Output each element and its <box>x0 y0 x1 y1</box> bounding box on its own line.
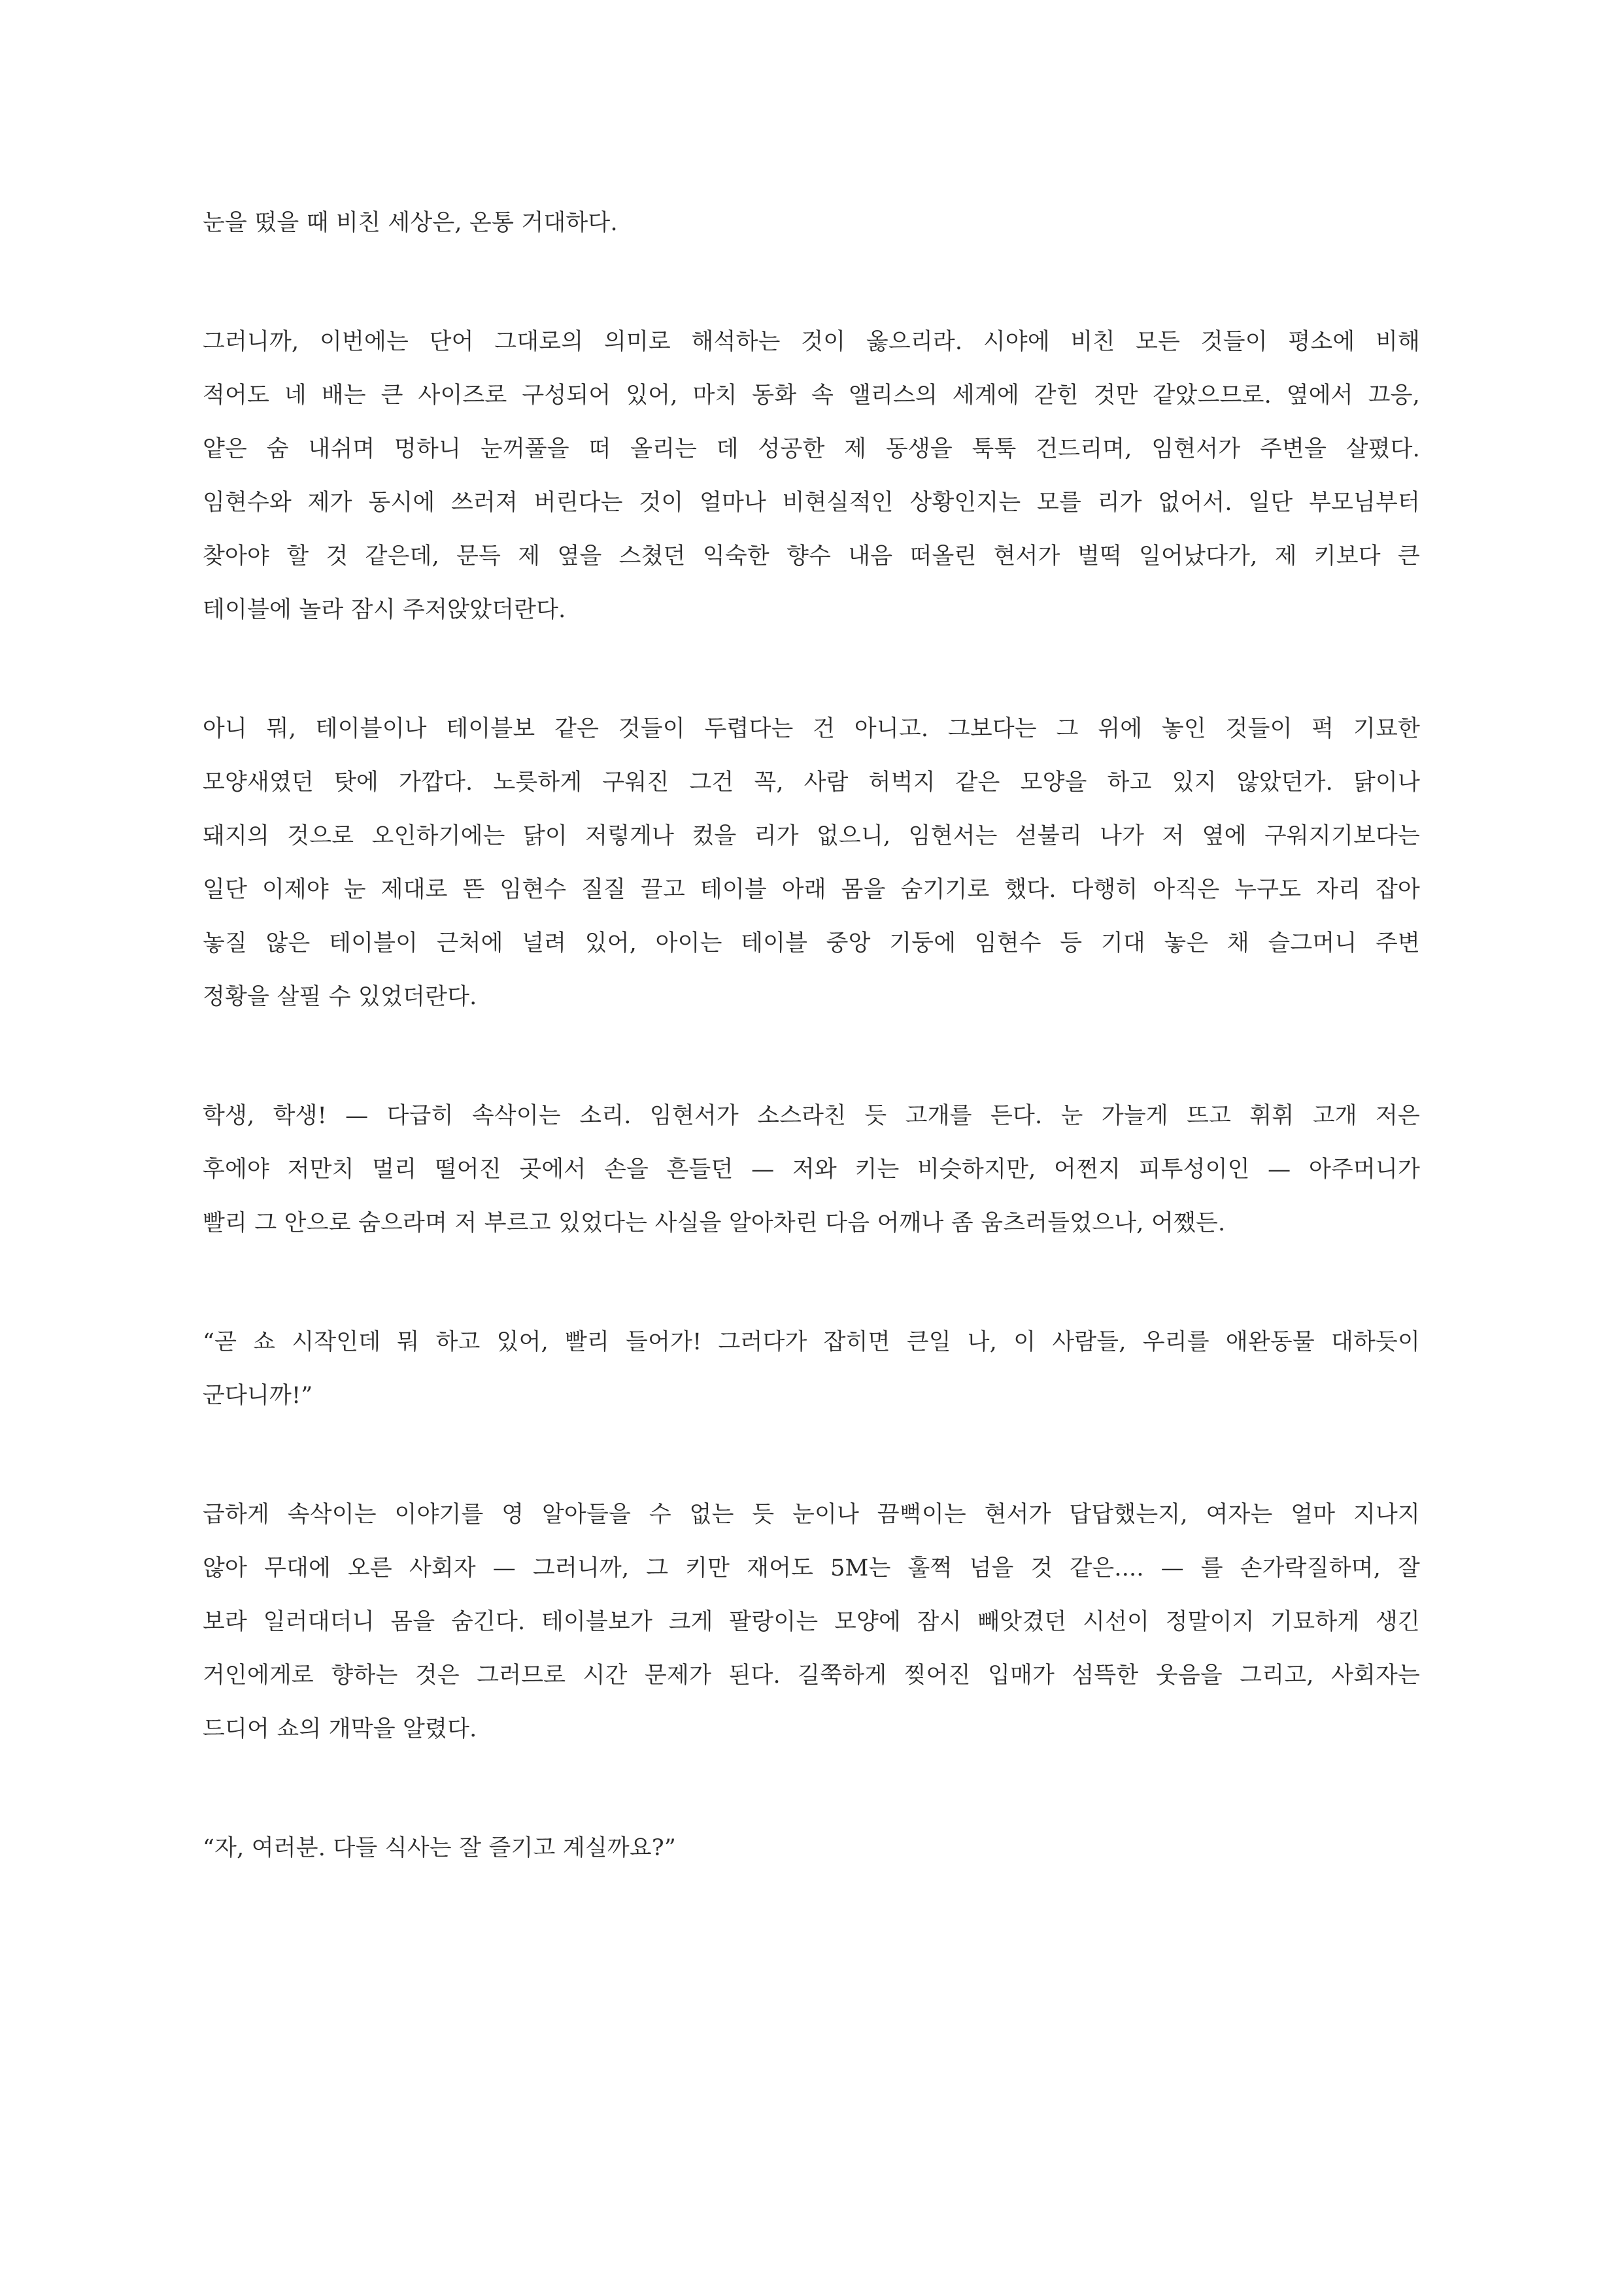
paragraph-line: 후에야 저만치 멀리 떨어진 곳에서 손을 흔들던 — 저와 키는 비슷하지만, 어쩐지 피투성이인 — 아주머니가 <box>203 1156 1420 1183</box>
paragraph-line: 눈을 떴을 때 비친 세상은, 온통 거대하다. <box>203 210 618 236</box>
paragraph-line: 학생, 학생! — 다급히 속삭이는 소리. 임현서가 소스라친 듯 고개를 든다. 눈 가늘게 뜨고 휘휘 고개 저은 <box>203 1103 1420 1129</box>
paragraph-line: 빨리 그 안으로 숨으라며 저 부르고 있었다는 사실을 알아차린 다음 어깨나 좀 움츠러들었으나, 어쨌든. <box>203 1210 1226 1236</box>
paragraph-1 <box>203 196 1420 250</box>
paragraph-line: 않아 무대에 오른 사회자 — 그러니까, 그 키만 재어도 5M는 훌쩍 넘을 것 같은.... — 를 손가락질하며, 잘 <box>203 1555 1420 1581</box>
paragraph-3 <box>203 702 1420 1024</box>
paragraph-line: 그러니까, 이번에는 단어 그대로의 의미로 해석하는 것이 옳으리라. 시야에 비친 모든 것들이 평소에 비해 <box>203 329 1420 355</box>
paragraph-7 <box>203 1821 1420 1875</box>
paragraph-4 <box>203 1089 1420 1250</box>
paragraph-line: 드디어 쇼의 개막을 알렸다. <box>203 1716 477 1742</box>
paragraph-line: 급하게 속삭이는 이야기를 영 알아들을 수 없는 듯 눈이나 끔뻑이는 현서가 답답했는지, 여자는 얼마 지나지 <box>203 1502 1420 1528</box>
paragraph-line: “곧 쇼 시작인데 뭐 하고 있어, 빨리 들어가! 그러다가 잡히면 큰일 나, 이 사람들, 우리를 애완동물 대하듯이 <box>203 1329 1420 1355</box>
paragraph-line: “자, 여러분. 다들 식사는 잘 즐기고 계실까요?” <box>203 1835 676 1861</box>
paragraph-line: 정황을 살필 수 있었더란다. <box>203 984 477 1010</box>
paragraph-line: 테이블에 놀라 잠시 주저앉았더란다. <box>203 597 566 623</box>
paragraph-line: 놓질 않은 테이블이 근처에 널려 있어, 아이는 테이블 중앙 기둥에 임현수 등 기대 놓은 채 슬그머니 주변 <box>203 930 1420 956</box>
paragraph-line: 보라 일러대더니 몸을 숨긴다. 테이블보가 크게 팔랑이는 모양에 잠시 빼앗겼던 시선이 정말이지 기묘하게 생긴 <box>203 1609 1420 1635</box>
paragraph-line: 군다니까!” <box>203 1383 313 1409</box>
paragraph-line: 임현수와 제가 동시에 쓰러져 버린다는 것이 얼마나 비현실적인 상황인지는 모를 리가 없어서. 일단 부모님부터 <box>203 490 1420 516</box>
paragraph-line: 일단 이제야 눈 제대로 뜬 임현수 질질 끌고 테이블 아래 몸을 숨기기로 했다. 다행히 아직은 누구도 자리 잡아 <box>203 877 1420 903</box>
paragraph-5 <box>203 1315 1420 1423</box>
paragraph-line: 적어도 네 배는 큰 사이즈로 구성되어 있어, 마치 동화 속 앨리스의 세계에 갇힌 것만 같았으므로. 옆에서 끄응, <box>203 382 1420 409</box>
paragraph-6 <box>203 1488 1420 1756</box>
paragraph-list <box>203 196 1420 1875</box>
paragraph-line: 아니 뭐, 테이블이나 테이블보 같은 것들이 두렵다는 건 아니고. 그보다는 그 위에 놓인 것들이 퍽 기묘한 <box>203 716 1420 742</box>
paragraph-line: 돼지의 것으로 오인하기에는 닭이 저렇게나 컸을 리가 없으니, 임현서는 섣불리 나가 저 옆에 구워지기보다는 <box>203 823 1420 849</box>
paragraph-line: 얕은 숨 내쉬며 멍하니 눈꺼풀을 떠 올리는 데 성공한 제 동생을 툭툭 건드리며, 임현서가 주변을 살폈다. <box>203 436 1420 462</box>
paragraph-line: 모양새였던 탓에 가깝다. 노릇하게 구워진 그건 꼭, 사람 허벅지 같은 모양을 하고 있지 않았던가. 닭이나 <box>203 769 1420 796</box>
paragraph-2 <box>203 315 1420 637</box>
document-page <box>203 196 1420 1875</box>
paragraph-line: 찾아야 할 것 같은데, 문득 제 옆을 스쳤던 익숙한 향수 내음 떠올린 현서가 벌떡 일어났다가, 제 키보다 큰 <box>203 543 1420 569</box>
paragraph-line: 거인에게로 향하는 것은 그러므로 시간 문제가 된다. 길쭉하게 찢어진 입매가 섬뜩한 웃음을 그리고, 사회자는 <box>203 1662 1420 1689</box>
